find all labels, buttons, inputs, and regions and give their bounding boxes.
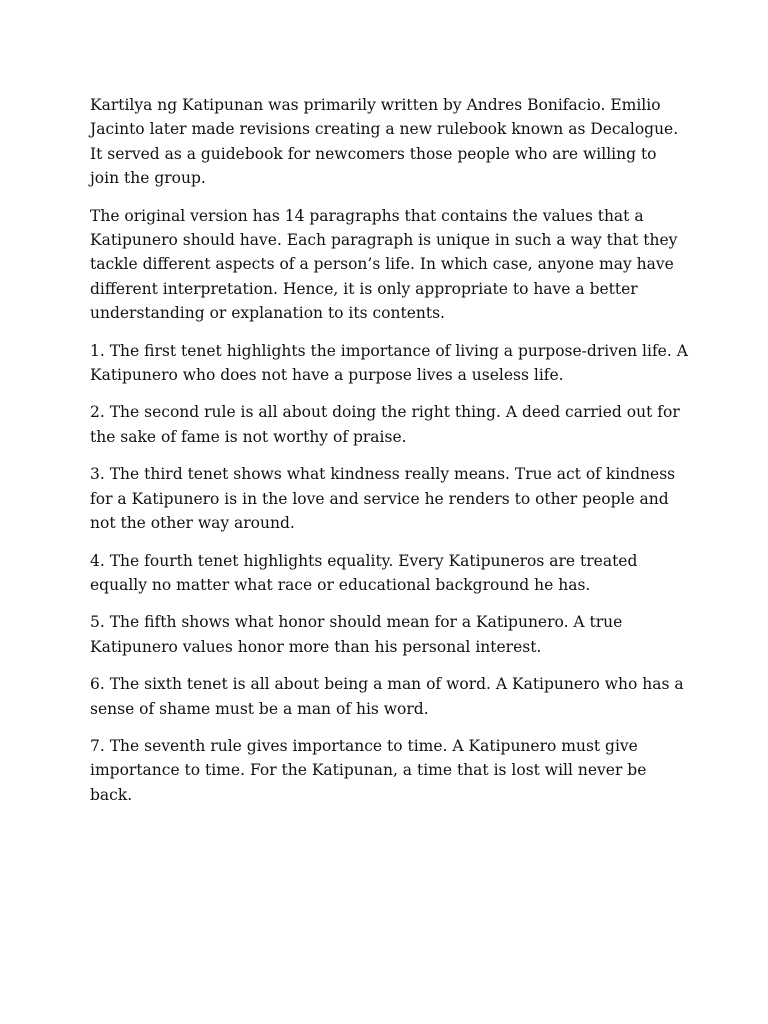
tenet-4-paragraph: 4. The fourth tenet highlights equality. Every Katipuneros are treated equally no matter what race or educational background he has. bbox=[90, 551, 638, 594]
tenet-3-paragraph: 3. The third tenet shows what kindness really means. True act of kindness for a Katipunero is in the love and service he renders to other people and not the other way around. bbox=[90, 465, 676, 533]
tenet-7-paragraph: 7. The seventh rule gives importance to time. A Katipunero must give importance to time. For the Katipunan, a time that is lost will never be back. bbox=[90, 736, 647, 804]
tenet-5-paragraph: 5. The fifth shows what honor should mean for a Katipunero. A true Katipunero values honor more than his personal interest. bbox=[90, 613, 623, 656]
document-body bbox=[90, 93, 690, 820]
tenet-2-paragraph: 2. The second rule is all about doing the right thing. A deed carried out for the sake of fame is not worthy of praise. bbox=[90, 403, 680, 446]
tenet-1-paragraph: 1. The first tenet highlights the importance of living a purpose-driven life. A Katipunero who does not have a purpose lives a useless life. bbox=[90, 341, 688, 385]
overview-paragraph: The original version has 14 paragraphs that contains the values that a Katipunero should have. Each paragraph is unique in such a way that they tackle different aspects of a person’s life. In which case, anyone may have different interpretation. Hence, it is only appropriate to have a better understanding or explanation to its contents. bbox=[90, 206, 678, 323]
intro-paragraph: Kartilya ng Katipunan was primarily written by Andres Bonifacio. Emilio Jacinto later made revisions creating a new rulebook known as Decalogue. It served as a guidebook for newcomers those people who are willing to join the group. bbox=[90, 96, 679, 188]
tenet-6-paragraph: 6. The sixth tenet is all about being a man of word. A Katipunero who has a sense of shame must be a man of his word. bbox=[90, 675, 684, 718]
